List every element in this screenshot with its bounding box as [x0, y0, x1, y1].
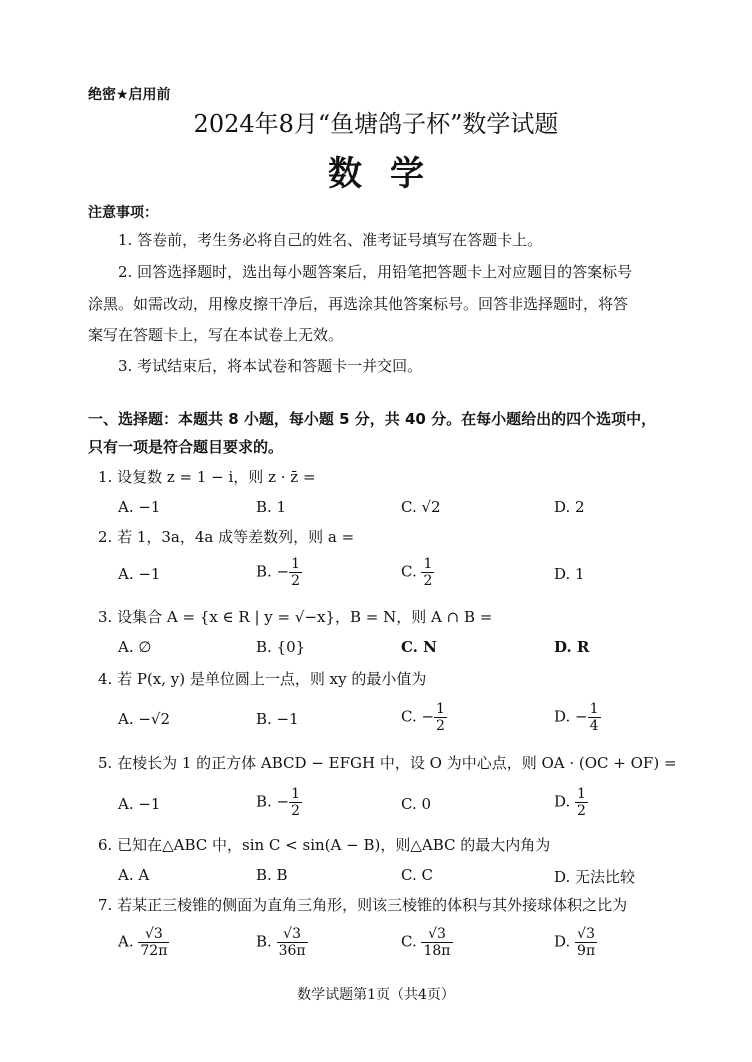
q7-option-c [401, 926, 453, 959]
q2-option-b-label: B. − [256, 562, 290, 581]
q6-option-b: B. B [256, 866, 288, 884]
q4-option-d [554, 701, 601, 734]
q2-option-d: D. 1 [554, 565, 585, 583]
q7-option-d-fraction [575, 926, 597, 959]
q4-option-c [401, 701, 447, 734]
section-heading-line-1: 一、选择题：本题共 8 小题，每小题 5 分，共 40 分。在每小题给出的四个选项中， [88, 410, 657, 428]
q5-b-numerator: 1 [291, 786, 301, 802]
q2-b-denominator: 2 [291, 573, 301, 589]
q4-c-denominator: 2 [436, 718, 445, 734]
q7-option-d [554, 926, 597, 959]
q2-option-c-label: C. [401, 562, 422, 581]
q1-option-a: A. −1 [118, 498, 161, 516]
q5-option-b [256, 786, 302, 819]
q2-c-numerator: 1 [423, 556, 433, 572]
question-4-stem: 4. 若 P(x, y) 是单位圆上一点，则 xy 的最小值为 [98, 670, 427, 688]
q4-option-c-fraction [434, 701, 447, 734]
q7-option-b-label: B. [256, 932, 277, 951]
question-5-stem: 5. 在棱长为 1 的正方体 ABCD − EFGH 中，设 O 为中心点，则 OA · (OC + OF) = [98, 754, 677, 772]
q4-c-numerator: 1 [436, 701, 445, 717]
q1-option-d: D. 2 [554, 498, 585, 516]
q5-d-denominator: 2 [577, 803, 586, 819]
q4-option-d-fraction [588, 701, 601, 734]
q5-d-numerator: 1 [577, 786, 586, 802]
question-3-stem: 3. 设集合 A = {x ∈ R | y = √−x}，B = N，则 A ∩ B = [98, 608, 493, 626]
section-heading-line-2: 只有一项是符合题目要求的。 [88, 438, 284, 456]
q5-option-a: A. −1 [118, 795, 161, 813]
q7-b-numerator: √3 [277, 926, 308, 943]
question-2-stem: 2. 若 1，3a，4a 成等差数列，则 a = [98, 528, 355, 546]
q2-option-c-fraction [421, 556, 434, 589]
q7-option-a [118, 926, 169, 959]
q2-option-c [401, 556, 434, 589]
q7-d-denominator: 9π [577, 943, 596, 959]
q2-option-a: A. −1 [118, 565, 161, 583]
q4-d-numerator: 1 [589, 701, 599, 717]
q5-option-d [554, 786, 588, 819]
q3-option-c: C. N [401, 638, 437, 656]
q7-option-b-fraction [277, 926, 308, 959]
q4-d-denominator: 4 [589, 718, 599, 734]
question-1-stem: 1. 设复数 z = 1 − i，则 z · z̄ = [98, 468, 316, 486]
q6-option-a: A. A [118, 866, 150, 884]
question-6-stem: 6. 已知在△ABC 中，sin C < sin(A − B)，则△ABC 的最大内角为 [98, 836, 551, 854]
q4-option-b: B. −1 [256, 710, 299, 728]
q2-option-b-fraction [289, 556, 302, 589]
q7-option-d-label: D. [554, 932, 576, 951]
notice-line-3: 3. 考试结束后，将本试卷和答题卡一并交回。 [118, 357, 423, 375]
q7-b-denominator: 36π [278, 943, 306, 959]
q4-option-a: A. −√2 [118, 710, 171, 728]
q7-option-c-label: C. [401, 932, 422, 951]
q7-c-denominator: 18π [423, 943, 451, 959]
notice-line-2c: 案写在答题卡上，写在本试卷上无效。 [88, 326, 344, 344]
exam-title: 2024年8月“鱼塘鸽子杯”数学试题 [193, 110, 559, 138]
notice-line-1: 1. 答卷前，考生务必将自己的姓名、准考证号填写在答题卡上。 [118, 231, 543, 249]
page-footer: 数学试题第1页（共4页） [297, 987, 455, 1003]
q2-c-denominator: 2 [423, 573, 433, 589]
q5-option-d-fraction [575, 786, 588, 819]
question-7-stem: 7. 若某正三棱锥的侧面为直角三角形，则该三棱锥的体积与其外接球体积之比为 [98, 896, 628, 914]
notice-heading: 注意事项： [88, 205, 158, 221]
q6-option-d: D. 无法比较 [554, 868, 636, 886]
q3-option-b: B. {0} [256, 638, 306, 656]
notice-line-2a: 2. 回答选择题时，选出每小题答案后，用铅笔把答题卡上对应题目的答案标号 [118, 263, 633, 281]
q1-option-b: B. 1 [256, 498, 287, 516]
notice-line-2b: 涂黑。如需改动，用橡皮擦干净后，再选涂其他答案标号。回答非选择题时，将答 [88, 295, 629, 313]
q5-option-c: C. 0 [401, 795, 432, 813]
q7-a-denominator: 72π [140, 943, 168, 959]
q5-option-d-label: D. [554, 792, 576, 811]
q5-option-b-fraction [289, 786, 302, 819]
q3-option-a: A. ∅ [118, 638, 152, 656]
q7-option-b [256, 926, 308, 959]
q3-option-d: D. R [554, 638, 590, 656]
q2-b-numerator: 1 [291, 556, 301, 572]
q7-option-c-fraction [421, 926, 452, 959]
q4-option-c-label: C. − [401, 707, 435, 726]
q2-option-b [256, 556, 302, 589]
q7-option-a-fraction [138, 926, 169, 959]
q7-option-a-label: A. [118, 932, 139, 951]
q1-option-c: C. √2 [401, 498, 441, 516]
q7-d-numerator: √3 [575, 926, 597, 943]
secret-label: 绝密★启用前 [88, 87, 171, 103]
q4-option-d-label: D. − [554, 707, 588, 726]
q6-option-c: C. C [401, 866, 433, 884]
q7-c-numerator: √3 [421, 926, 452, 943]
q5-option-b-label: B. − [256, 792, 290, 811]
q5-b-denominator: 2 [291, 803, 301, 819]
subject-title: 数学 [328, 154, 452, 194]
q7-a-numerator: √3 [138, 926, 169, 943]
